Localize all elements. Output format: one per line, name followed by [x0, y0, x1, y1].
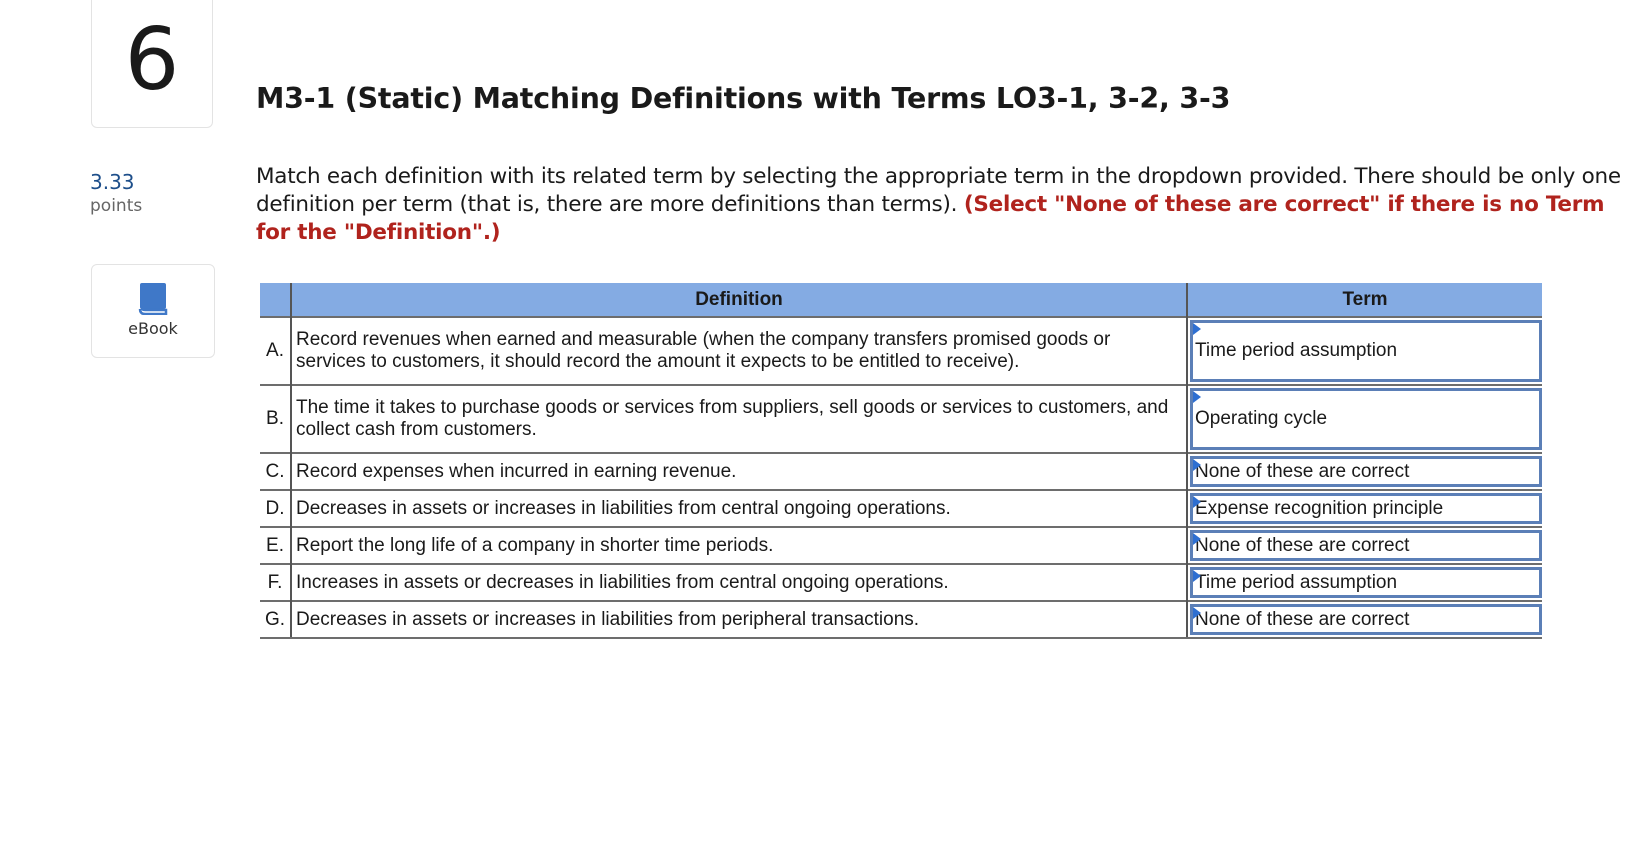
row-letter: C.	[260, 453, 291, 490]
dropdown-marker-icon	[1193, 323, 1201, 335]
term-cell	[1187, 385, 1542, 453]
letter-header	[260, 283, 291, 317]
dropdown-marker-icon	[1193, 391, 1201, 403]
definition-header: Definition	[291, 283, 1187, 317]
row-letter: G.	[260, 601, 291, 638]
dropdown-marker-icon	[1193, 533, 1201, 545]
term-dropdown[interactable]	[1190, 320, 1542, 382]
question-number: 6	[124, 10, 180, 110]
dropdown-marker-icon	[1193, 496, 1201, 508]
points-label: points	[90, 196, 143, 216]
table-row	[260, 385, 1542, 453]
instructions-text: Match each definition with its related term by selecting the appropriate term in the dropdown provided. There should be only one definition per term (that is, there are more definitions than terms).	[256, 164, 1621, 217]
row-definition: The time it takes to purchase goods or services from suppliers, sell goods or services to customers, and collect cash from customers.	[291, 385, 1187, 453]
dropdown-marker-icon	[1193, 459, 1201, 471]
table-row	[260, 601, 1542, 638]
term-cell	[1187, 453, 1542, 490]
row-letter: A.	[260, 317, 291, 385]
table-row	[260, 317, 1542, 385]
points-value: 3.33	[90, 170, 135, 194]
term-dropdown[interactable]	[1190, 388, 1542, 450]
term-cell	[1187, 564, 1542, 601]
instructions-emphasis: (Select "None of these are correct" if there is no Term for the "Definition".)	[256, 192, 1605, 245]
term-selected-value: None of these are correct	[1195, 534, 1410, 556]
row-letter: F.	[260, 564, 291, 601]
table-row	[260, 490, 1542, 527]
question-title: M3-1 (Static) Matching Definitions with Terms LO3-1, 3-2, 3-3	[256, 82, 1231, 115]
row-letter: B.	[260, 385, 291, 453]
row-letter: E.	[260, 527, 291, 564]
row-definition: Decreases in assets or increases in liabilities from central ongoing operations.	[291, 490, 1187, 527]
term-selected-value: Time period assumption	[1195, 340, 1398, 361]
term-dropdown[interactable]	[1190, 530, 1542, 561]
table-row	[260, 453, 1542, 490]
table-row	[260, 527, 1542, 564]
instructions	[256, 163, 1626, 247]
term-selected-value: None of these are correct	[1195, 608, 1410, 630]
term-selected-value: Expense recognition principle	[1195, 497, 1444, 519]
table-header-row	[260, 283, 1542, 317]
term-cell	[1187, 317, 1542, 385]
row-definition: Record expenses when incurred in earning revenue.	[291, 453, 1187, 490]
term-dropdown[interactable]	[1190, 604, 1542, 635]
row-definition: Record revenues when earned and measurable (when the company transfers promised goods or services to customers, it should record the amount it expects to be entitled to receive).	[291, 317, 1187, 385]
term-dropdown[interactable]	[1190, 493, 1542, 524]
term-selected-value: Time period assumption	[1195, 571, 1398, 593]
term-dropdown[interactable]	[1190, 456, 1542, 487]
term-selected-value: Operating cycle	[1195, 408, 1328, 429]
row-definition: Decreases in assets or increases in liabilities from peripheral transactions.	[291, 601, 1187, 638]
ebook-label: eBook	[128, 319, 178, 338]
book-icon	[138, 283, 168, 315]
row-definition: Report the long life of a company in shorter time periods.	[291, 527, 1187, 564]
question-number-box	[91, 0, 213, 128]
table-row	[260, 564, 1542, 601]
term-header: Term	[1187, 283, 1542, 317]
term-cell	[1187, 601, 1542, 638]
dropdown-marker-icon	[1193, 607, 1201, 619]
term-dropdown[interactable]	[1190, 567, 1542, 598]
term-cell	[1187, 490, 1542, 527]
dropdown-marker-icon	[1193, 570, 1201, 582]
row-definition: Increases in assets or decreases in liabilities from central ongoing operations.	[291, 564, 1187, 601]
matching-table	[260, 283, 1542, 639]
term-cell	[1187, 527, 1542, 564]
ebook-button[interactable]	[91, 264, 215, 358]
term-selected-value: None of these are correct	[1195, 460, 1410, 482]
row-letter: D.	[260, 490, 291, 527]
